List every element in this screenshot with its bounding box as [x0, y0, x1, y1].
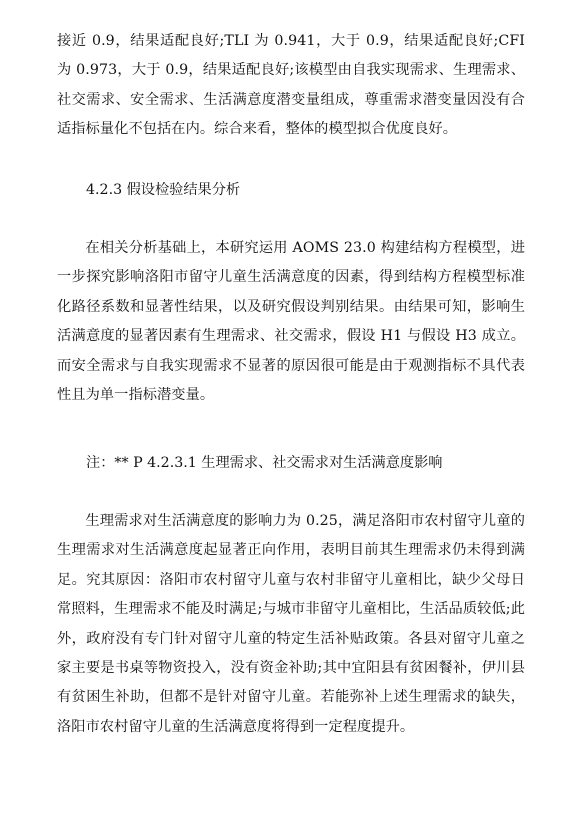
paragraph-physiological-needs: 生理需求对生活满意度的影响力为 0.25，满足洛阳市农村留守儿童的生理需求对生活满意度起显著正向作用，表明目前其生理需求仍未得到满足。究其原因：洛阳市农村留守儿童与农村非留守儿童相比，缺少父母日常照料，生理需求不能及时满足;与城市非留守儿童相比，生活品质较低;此外，政府没有专门针对留守儿童的特定生活补贴政策。各县对留守儿童之家主要是书桌等物资投入，没有资金补助;其中宜阳县有贫困餐补，伊川县有贫困生补助，但都不是针对留守儿童。若能弥补上述生理需求的缺失，洛阳市农村留守儿童的生活满意度将得到一定程度提升。: [57, 513, 525, 735]
section-heading-physiological-social-needs: 注：** P 4.2.3.1 生理需求、社交需求对生活满意度影响: [86, 455, 443, 471]
section-heading-hypothesis-testing: 4.2.3 假设检验结果分析: [86, 182, 241, 198]
paragraph-model-fit: 接近 0.9，结果适配良好;TLI 为 0.941，大于 0.9，结果适配良好;CFI 为 0.973，大于 0.9，结果适配良好;该模型由自我实现需求、生理需求、社交需求、安全需求、生活满意度潜变量组成，尊重需求潜变量因没有合适指标量化不包括在内。综合来看，整体的模型拟合优度良好。: [57, 33, 525, 138]
paragraph-sem-analysis: 在相关分析基础上，本研究运用 AOMS 23.0 构建结构方程模型，进一步探究影响洛阳市留守儿童生活满意度的因素，得到结构方程模型标准化路径系数和显著性结果，以及研究假设判别结果。由结果可知，影响生活满意度的显著因素有生理需求、社交需求，假设 H1 与假设 H3 成立。而安全需求与自我实现需求不显著的原因很可能是由于观测指标不具代表性且为单一指标潜变量。: [57, 240, 525, 404]
